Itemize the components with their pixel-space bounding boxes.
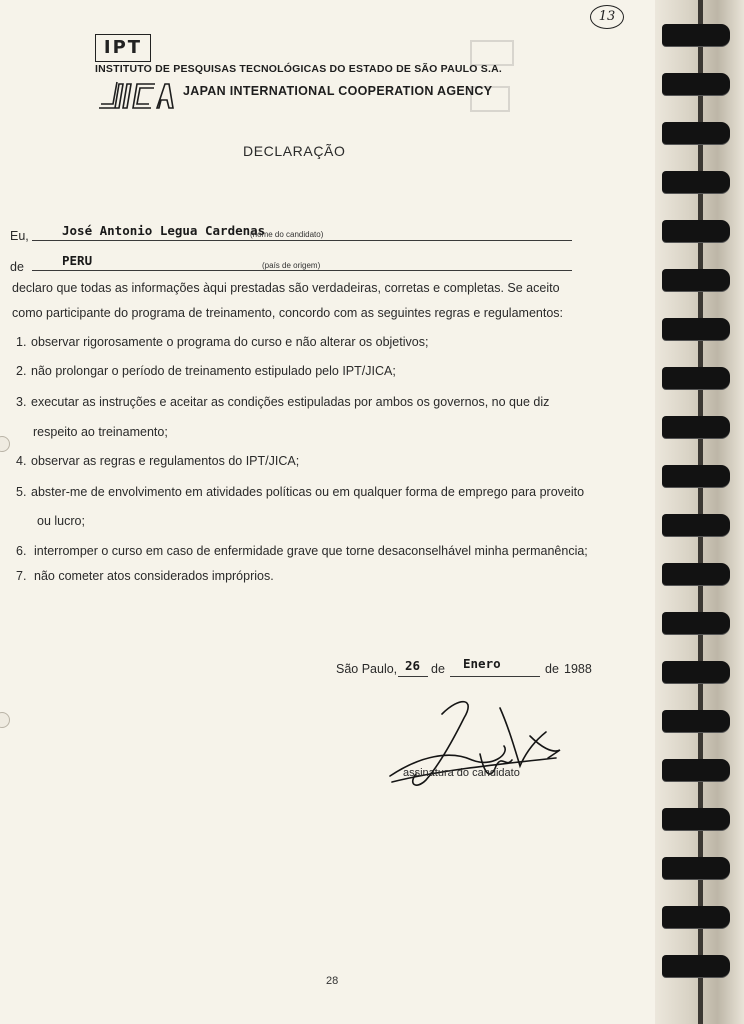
candidate-name: José Antonio Legua Cardenas	[62, 223, 266, 238]
spiral-coil	[662, 367, 730, 389]
rule-text: observar as regras e regulamentos do IPT/JICA;	[31, 454, 300, 468]
page-number: 28	[326, 975, 339, 987]
spiral-coil	[662, 906, 730, 928]
spiral-coil	[662, 661, 730, 683]
spiral-coil	[662, 759, 730, 781]
city-label: São Paulo,	[336, 662, 398, 676]
country-caption: (país de origem)	[262, 261, 321, 270]
country-line	[32, 270, 572, 271]
institute-name: INSTITUTO DE PESQUISAS TECNOLÓGICAS DO ESTADO DE SÃO PAULO S.A.	[95, 63, 502, 75]
rule-number: 7.	[16, 569, 27, 583]
jica-logo	[97, 78, 175, 112]
ipt-logo: IPT	[95, 34, 151, 62]
rule-number: 2.	[16, 364, 27, 378]
date-day: 26	[405, 658, 421, 673]
date-de-1: de	[431, 662, 445, 676]
rule-text-continued: respeito ao treinamento;	[33, 425, 168, 439]
rule-text: executar as instruções e aceitar as condições estipuladas por ambos os governos, no que diz	[31, 395, 550, 409]
handwritten-page-note: 13	[590, 5, 624, 29]
day-line	[398, 676, 428, 677]
name-caption: (nome do candidato)	[250, 230, 324, 239]
spiral-coil	[662, 563, 730, 585]
spiral-coil	[662, 465, 730, 487]
rule-number: 4.	[16, 454, 27, 468]
spiral-coil	[662, 318, 730, 340]
de-label: de	[10, 260, 24, 274]
spiral-coil	[662, 24, 730, 46]
agency-name: JAPAN INTERNATIONAL COOPERATION AGENCY	[183, 84, 493, 98]
spiral-coil	[662, 612, 730, 634]
rule-number: 3.	[16, 395, 27, 409]
month-line	[450, 676, 540, 677]
candidate-signature	[380, 696, 570, 796]
spiral-coil	[662, 416, 730, 438]
spiral-coil	[662, 122, 730, 144]
eu-label: Eu,	[10, 229, 29, 243]
rule-number: 6.	[16, 544, 27, 558]
signature-caption: assinatura do candidato	[403, 767, 520, 779]
rule-text: não prolongar o período de treinamento estipulado pelo IPT/JICA;	[31, 364, 396, 378]
punch-hole	[0, 712, 10, 728]
spiral-coil	[662, 857, 730, 879]
punch-hole	[0, 436, 10, 452]
spiral-coil	[662, 269, 730, 291]
name-line	[32, 240, 572, 241]
rule-number: 5.	[16, 485, 27, 499]
spiral-coil	[662, 73, 730, 95]
spiral-coil	[662, 514, 730, 536]
date-year: 1988	[564, 662, 592, 676]
spiral-coil	[662, 710, 730, 732]
rule-number: 1.	[16, 335, 27, 349]
date-month: Enero	[463, 656, 501, 671]
spiral-coil	[662, 808, 730, 830]
spiral-coil	[662, 171, 730, 193]
date-de-2: de	[545, 662, 559, 676]
rule-text: abster-me de envolvimento em atividades políticas ou em qualquer forma de emprego para proveito	[31, 485, 585, 499]
intro-line-1: declaro que todas as informações àqui prestadas são verdadeiras, corretas e completas. Se aceito	[12, 281, 560, 295]
intro-line-2: como participante do programa de treinamento, concordo com as seguintes regras e regulamentos:	[12, 306, 563, 320]
document-title: DECLARAÇÃO	[243, 143, 346, 159]
rule-text: não cometer atos considerados impróprios.	[34, 569, 274, 583]
rule-text: interromper o curso em caso de enfermidade grave que torne desaconselhável minha permanência;	[34, 544, 588, 558]
spiral-coil	[662, 955, 730, 977]
spiral-coil	[662, 220, 730, 242]
rule-text: observar rigorosamente o programa do curso e não alterar os objetivos;	[31, 335, 429, 349]
rule-text-continued: ou lucro;	[37, 514, 85, 528]
country-value: PERU	[62, 253, 93, 268]
